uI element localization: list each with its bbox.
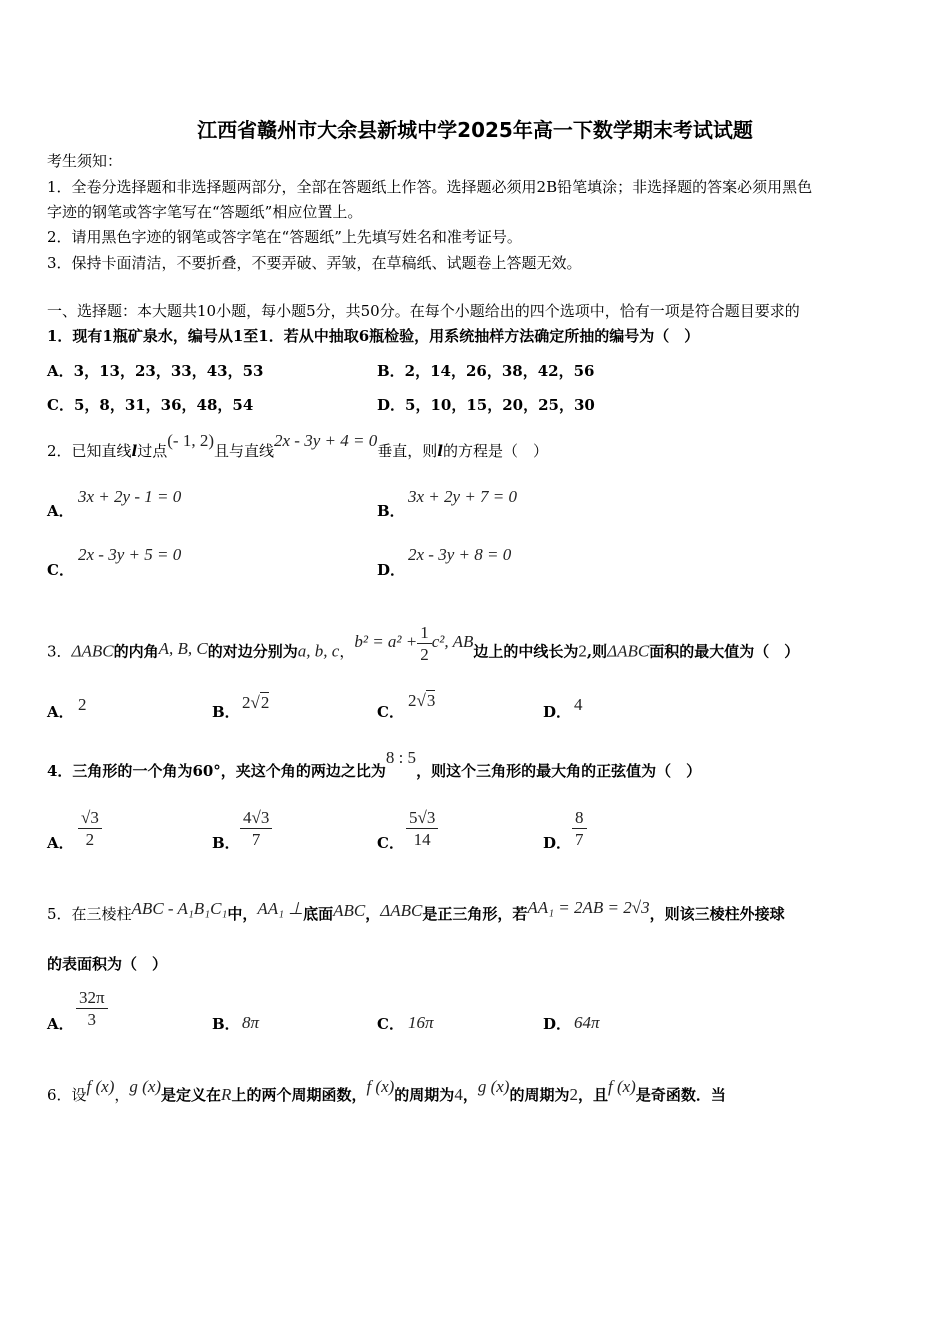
- q4-option-d-fraction: $\frac{8}{7}$: [572, 808, 587, 851]
- q5-option-c-label: C．: [377, 1015, 404, 1033]
- q4-option-c-fraction: $\frac{5√3}{14}$: [406, 808, 438, 851]
- q3-option-c-value: 2√3: [408, 691, 436, 710]
- q5-option-d-label: D．: [543, 1015, 572, 1033]
- q5-option-b-value: 8π: [242, 1013, 260, 1032]
- q3-option-d-value: 4: [574, 695, 583, 714]
- q1-option-d: D．5，10，15，20，25，30: [377, 396, 595, 414]
- q4-stem: 4．三角形的一个角为60°，夹这个角的两边之比为8 : 5，则这个三角形的最大角的正弦值为（ ）: [47, 748, 702, 780]
- q5-stem: 5．在三棱柱ABC - A₁B₁C₁中，AA₁ ⊥底面ABC，ΔABC是正三角形，若AA₁ = 2AB = 2√3，则该三棱柱外接球: [47, 898, 785, 923]
- q4-option-b-fraction: $\frac{4√3}{7}$: [240, 808, 272, 851]
- q3-option-b-label: B．: [212, 703, 240, 721]
- q1-option-c: C．5，8，31，36，48，54: [47, 396, 254, 414]
- q2-option-c-expr: 2x - 3y + 5 = 0: [78, 545, 182, 564]
- notice-line-2: 2．请用黑色字迹的钢笔或答字笔在“答题纸”上先填写姓名和准考证号。: [47, 228, 522, 246]
- notice-line-1a: 1．全卷分选择题和非选择题两部分，全部在答题纸上作答。选择题必须用2B铅笔填涂；非选择题的答案必须用黑色: [47, 178, 813, 196]
- q4-option-b-label: B．: [212, 834, 240, 852]
- q1-stem: 1．现有1瓶矿泉水，编号从1至1．若从中抽取6瓶检验，用系统抽样方法确定所抽的编号为（ ）: [47, 327, 700, 345]
- q2-option-c-label: C．: [47, 561, 74, 579]
- q2-option-b-label: B．: [377, 502, 405, 520]
- q5-option-a-fraction: $\frac{32\pi}{3}$: [76, 988, 108, 1031]
- q2-option-d-expr: 2x - 3y + 8 = 0: [408, 545, 512, 564]
- notice-heading: 考生须知：: [47, 152, 123, 170]
- q2-option-a-expr: 3x + 2y - 1 = 0: [78, 487, 182, 506]
- q5-option-d-value: 64π: [574, 1013, 600, 1032]
- notice-line-1b: 字迹的钢笔或答字笔写在“答题纸”相应位置上。: [47, 203, 363, 221]
- q2-stem: 2．已知直线l过点(- 1, 2)且与直线2x - 3y + 4 = 0垂直，则l的方程是（ ）: [47, 431, 548, 460]
- notice-line-3: 3．保持卡面清洁，不要折叠，不要弄破、弄皱，在草稿纸、试题卷上答题无效。: [47, 254, 582, 272]
- q3-option-d-label: D．: [543, 703, 572, 721]
- q5-option-a-label: A．: [47, 1015, 74, 1033]
- q4-option-a-label: A．: [47, 834, 74, 852]
- q6-stem: 6．设f (x)，g (x)是定义在R上的两个周期函数，f (x)的周期为4，g (x)的周期为2，且f (x)是奇函数．当: [47, 1077, 726, 1104]
- section-heading: 一、选择题：本大题共10小题，每小题5分，共50分。在每个小题给出的四个选项中，恰有一项是符合题目要求的: [47, 302, 800, 320]
- q4-option-d-label: D．: [543, 834, 572, 852]
- q1-option-b: B．2，14，26，38，42，56: [377, 362, 595, 380]
- q4-option-a-fraction: $\frac{√3}{2}$: [78, 808, 102, 851]
- q3-option-a-value: 2: [78, 695, 87, 714]
- q1-option-a: A．3，13，23，33，43，53: [47, 362, 264, 380]
- q5-stem-continued: 的表面积为（ ）: [47, 955, 168, 973]
- q3-option-b-value: 2√2: [242, 693, 270, 712]
- q3-option-c-label: C．: [377, 703, 404, 721]
- q2-option-d-label: D．: [377, 561, 406, 579]
- q5-option-c-value: 16π: [408, 1013, 434, 1032]
- page-title: 江西省赣州市大余县新城中学2025年高一下数学期末考试试题: [197, 118, 753, 142]
- q2-option-b-expr: 3x + 2y + 7 = 0: [408, 487, 518, 506]
- q2-option-a-label: A．: [47, 502, 74, 520]
- q3-option-a-label: A．: [47, 703, 74, 721]
- q5-option-b-label: B．: [212, 1015, 240, 1033]
- q4-option-c-label: C．: [377, 834, 404, 852]
- q3-stem: 3．ΔABC的内角A, B, C的对边分别为a, b, c，b² = a² + $\frac{1}{2}$ c², AB边上的中线长为2,则ΔABC面积的最大值为（ ）: [47, 623, 800, 664]
